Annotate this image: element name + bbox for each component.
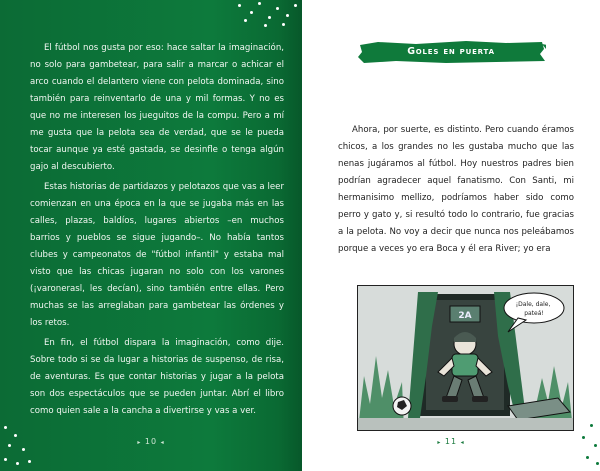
left-page-body <box>30 40 284 423</box>
illustration-goalkeeper <box>357 285 574 431</box>
page-number-right: ▸ 11 ◂ <box>437 437 465 446</box>
paragraph: Ahora, por suerte, es distinto. Pero cuando éramos chicos, a los grandes no les gustaba mucho que las nenas jugáramos al fútbol. Hoy nuestros padres bien podrían agradecer aquel fanatismo. Con Santi, mi hermanisimo mellizo, podríamos haber sido como perro y gato y, si resultó todo lo contrario, fue gracias a la pelota. No voy a decir que nunca nos peleábamos porque a veces yo era Boca y él era River; yo era <box>338 125 574 254</box>
speech-bubble-text: ¡Dale, dale, pateá! <box>515 301 551 317</box>
paragraph: En fin, el fútbol dispara la imaginación, como dije. Sobre todo si se da lugar a historias de suspenso, de risa, de aventuras. Es que contar historias y jugar a la pelota son dos espectáculos que se pueden juntar. Abrí el libro como quien sale a la cancha a divertirse y vas a ver. <box>30 338 284 416</box>
decorative-dots-top <box>228 0 302 30</box>
illustration-drawing <box>358 286 573 430</box>
page-number-left: ▸ 10 ◂ <box>137 437 165 446</box>
chapter-header-banner <box>356 40 546 64</box>
paragraph: El fútbol nos gusta por eso: hace saltar la imaginación, no solo para gambetear, para salir a marcar o achicar el arco cuando el delantero viene con pelota dominada, sino también para reinventarlo de una y mil formas. Y no es que no me interesen los jueguitos de la compu. Pero a mí me gusta que la pelota sea de verdad, que se le pueda tocar aunque ya esté gastada, se desinfle o tenga algún gajo al descubierto. <box>30 43 284 172</box>
chapter-title: Goles en puerta <box>407 46 495 57</box>
door-sign: 2A <box>458 311 472 321</box>
right-page-body <box>338 122 574 258</box>
page-number: 10 <box>144 437 158 446</box>
page-number: 11 <box>444 437 458 446</box>
paragraph: Estas historias de partidazos y pelotazos que vas a leer comienzan en una época en la que se jugaba más en las calles, plazas, baldíos, lugares abiertos –en muchos barrios y pueblos se sigue jugando–. No había tantos clubes y campeonatos de "fútbol infantil" y estaba mal visto que las chicas jugaran no solo con los varones (¡varonerasl, les decían), sino también entre ellas. Pero muchas se las arreglaban para gambetear las órdenes y los retos. <box>30 182 284 328</box>
